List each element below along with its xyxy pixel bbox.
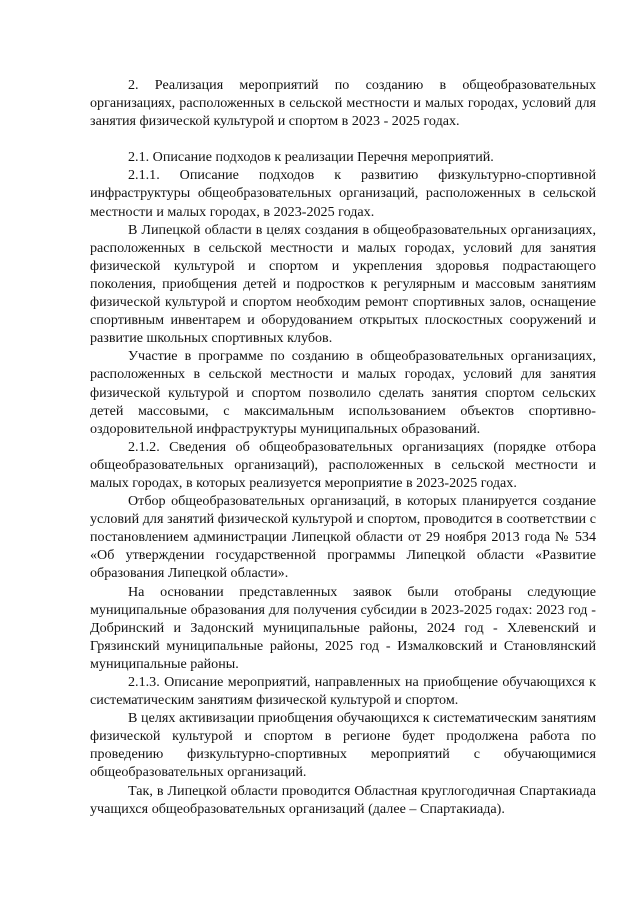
subsection-title-2-1-3: 2.1.3. Описание мероприятий, направленных на приобщение обучающихся к систематическим занятиям физической культурой и спортом. [90,674,596,709]
body-paragraph: В Липецкой области в целях создания в общеобразовательных организациях, расположенных в сельской местности и малых городах, условий для занятия физической культурой и спортом и укрепления здоровья подрастающего поколения, приобщения детей и подростков к регулярным и массовым занятиям физической культурой и спортом необходим ремонт спортивных залов, оснащение спортивным инвентарем и оборудованием открытых плоскостных сооружений и развитие школьных спортивных клубов. [90,221,596,347]
document-page [90,76,596,818]
subsection-title-2-1-2: 2.1.2. Сведения об общеобразовательных организациях (порядке отбора общеобразовательных организаций), расположенных в сельской местности и малых городах, в которых реализуется мероприятие в 2023-2025 годах. [90,438,596,491]
subsection-title-2-1: 2.1. Описание подходов к реализации Перечня мероприятий. [128,149,494,166]
body-paragraph: В целях активизации приобщения обучающихся к систематическим занятиям физической культурой и спортом в регионе будет продолжена работа по проведению физкультурно-спортивных мероприятий с обучающимися общеобразовательных организаций. [90,710,596,781]
body-paragraph: Участие в программе по созданию в общеобразовательных организациях, расположенных в сельской местности и малых городах, условий для занятия физической культурой и спортом позволило сделать занятия спортом сельских детей массовыми, с максимальным использованием объектов спортивно-оздоровительной инфраструктуры муниципальных образований. [90,348,596,437]
body-paragraph: Отбор общеобразовательных организаций, в которых планируется создание условий для занятий физической культурой и спортом, проводится в соответствии с постановлением администрации Липецкой области от 29 ноября 2013 года № 534 «Об утверждении государственной программы Липецкой области «Развитие образования Липецкой области». [90,493,596,582]
section-heading: 2. Реализация мероприятий по созданию в общеобразовательных организациях, расположенных в сельской местности и малых городах, условий для занятия физической культурой и спортом в 2023 - 2025 годах. [90,77,596,130]
body-paragraph: На основании представленных заявок были отобраны следующие муниципальные образования для получения субсидии в 2023-2025 годах: 2023 год - Добринский и Задонский муниципальные районы, 2024 год - Хлевенский и Грязинский муниципальные районы, 2025 год - Измалковский и Становлянский муниципальные районы. [90,583,596,672]
subsection-title-2-1-1: 2.1.1. Описание подходов к развитию физкультурно-спортивной инфраструктуры общеобразовательных организаций, расположенных в сельской местности и малых городах, в 2023-2025 годах. [90,167,596,220]
body-paragraph: Так, в Липецкой области проводится Областная круглогодичная Спартакиада учащихся общеобразовательных организаций (далее – Спартакиада). [90,782,596,817]
